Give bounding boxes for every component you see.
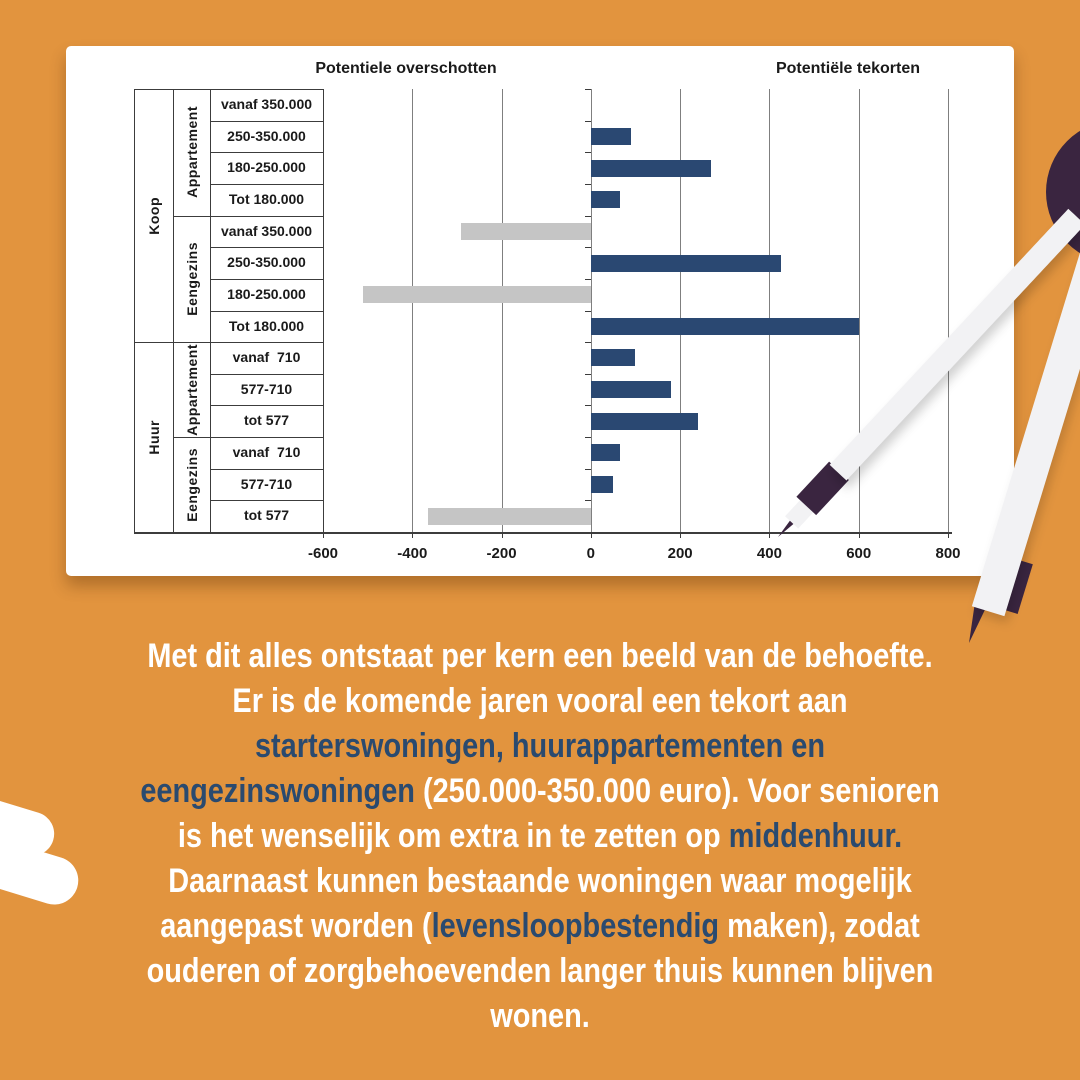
row-label: 180-250.000 bbox=[227, 159, 306, 176]
subgroup-label-appartement bbox=[173, 342, 210, 437]
paragraph-line bbox=[81, 769, 999, 814]
subgroup-label-appartement-text: Appartement bbox=[183, 106, 200, 199]
bar bbox=[591, 318, 859, 335]
paragraph-line bbox=[81, 994, 999, 1039]
row-label: Tot 180.000 bbox=[228, 190, 305, 207]
row-label: 577-710 bbox=[240, 475, 293, 492]
highlighted-text: middenhuur. bbox=[728, 817, 903, 855]
row-label: tot 577 bbox=[243, 412, 290, 429]
gridline-400 bbox=[769, 89, 770, 532]
tick bbox=[585, 247, 591, 248]
summary-paragraph-text bbox=[81, 634, 999, 1039]
row-label: tot 577 bbox=[243, 507, 290, 524]
paragraph-line bbox=[81, 949, 999, 994]
tick bbox=[585, 374, 591, 375]
subgroup-label-eengezins-text: Eengezins bbox=[183, 447, 200, 522]
gridline--200 bbox=[502, 89, 503, 532]
paragraph-line bbox=[81, 679, 999, 724]
bar bbox=[591, 349, 636, 366]
subgroup-label-appartement bbox=[173, 89, 210, 216]
axis-tick-label: 600 bbox=[846, 545, 872, 562]
group-label-huur bbox=[134, 342, 173, 532]
bar bbox=[591, 191, 620, 208]
tick bbox=[585, 405, 591, 406]
axis-tick bbox=[591, 532, 592, 538]
bar bbox=[591, 255, 781, 272]
plot-left-border bbox=[323, 89, 324, 532]
axis-tick bbox=[323, 532, 324, 538]
housing-surplus-shortage-chart bbox=[66, 46, 1014, 576]
gridline-0 bbox=[591, 89, 592, 532]
axis-tick bbox=[680, 532, 681, 538]
bar bbox=[461, 223, 590, 240]
paragraph-text: Er is de komende jaren vooral een tekort aan bbox=[232, 682, 848, 720]
bar bbox=[591, 413, 698, 430]
paragraph-text: Daarnaast kunnen bestaande woningen waar mogelijk bbox=[168, 862, 912, 900]
bar bbox=[363, 286, 591, 303]
paragraph-line bbox=[81, 634, 999, 679]
highlighted-text: eengezinswoningen bbox=[140, 772, 423, 810]
tick bbox=[585, 152, 591, 153]
axis-tick bbox=[769, 532, 770, 538]
axis-tick-label: -200 bbox=[486, 545, 517, 562]
paragraph-text: is het wenselijk om extra in te zetten op bbox=[177, 817, 729, 855]
tick bbox=[585, 311, 591, 312]
paragraph-text: wonen. bbox=[490, 997, 590, 1035]
tick bbox=[585, 89, 591, 90]
chart-card bbox=[66, 46, 1014, 576]
axis-line bbox=[134, 532, 952, 534]
tick bbox=[585, 469, 591, 470]
bar bbox=[591, 160, 712, 177]
tick bbox=[585, 437, 591, 438]
axis-tick-label: 800 bbox=[935, 545, 961, 562]
group-label-huur-text: Huur bbox=[145, 419, 162, 455]
bar bbox=[591, 444, 620, 461]
axis-tick bbox=[502, 532, 503, 538]
axis-tick-label: -400 bbox=[397, 545, 428, 562]
paragraph-line bbox=[81, 904, 999, 949]
tick bbox=[585, 121, 591, 122]
axis-tick-label: -600 bbox=[307, 545, 339, 562]
axis-tick bbox=[948, 532, 949, 538]
gridline-200 bbox=[680, 89, 681, 532]
row-label: vanaf 710 bbox=[232, 444, 301, 461]
axis-tick bbox=[859, 532, 860, 538]
gridline--400 bbox=[412, 89, 413, 532]
axis-tick bbox=[412, 532, 413, 538]
group-label-koop bbox=[134, 89, 173, 342]
tick bbox=[585, 500, 591, 501]
row-label: 250-350.000 bbox=[227, 127, 306, 144]
paragraph-text: ouderen of zorgbehoevenden langer thuis kunnen blijven bbox=[146, 952, 934, 990]
gridline-800 bbox=[948, 89, 949, 532]
subgroup-label-eengezins-text: Eengezins bbox=[183, 241, 200, 316]
row-label: vanaf 350.000 bbox=[220, 222, 313, 239]
subgroup-label-eengezins bbox=[173, 216, 210, 343]
subgroup-label-appartement-text: Appartement bbox=[183, 343, 200, 436]
axis-tick-label: 0 bbox=[586, 545, 596, 562]
bar bbox=[591, 128, 631, 145]
paragraph-text: (250.000-350.000 euro). Voor senioren bbox=[422, 772, 940, 810]
group-label-koop-text: Koop bbox=[145, 196, 162, 235]
row-label: 250-350.000 bbox=[227, 254, 306, 271]
bar bbox=[591, 381, 671, 398]
paragraph-text: aangepast worden ( bbox=[160, 907, 432, 945]
gridline-600 bbox=[859, 89, 860, 532]
row-label: vanaf 710 bbox=[232, 349, 301, 366]
row-label: 180-250.000 bbox=[227, 285, 306, 302]
tick bbox=[585, 216, 591, 217]
paragraph-text: Met dit alles ontstaat per kern een beeld van de behoefte. bbox=[147, 637, 933, 675]
highlighted-text: starterswoningen, huurappartementen en bbox=[254, 727, 826, 765]
bar bbox=[591, 476, 613, 493]
axis-tick-label: 200 bbox=[667, 545, 693, 562]
paragraph-text: maken), zodat bbox=[719, 907, 920, 945]
tick bbox=[585, 279, 591, 280]
axis-tick-label: 400 bbox=[756, 545, 782, 562]
bar bbox=[428, 508, 591, 525]
paragraph-line bbox=[81, 724, 999, 769]
tick bbox=[585, 342, 591, 343]
row-label: Tot 180.000 bbox=[228, 317, 305, 334]
paragraph-line bbox=[81, 859, 999, 904]
paragraph-line bbox=[81, 814, 999, 859]
compass-hinge bbox=[1046, 120, 1080, 264]
tick bbox=[585, 184, 591, 185]
row-label: 577-710 bbox=[240, 380, 293, 397]
subgroup-label-eengezins bbox=[173, 437, 210, 532]
chart-title-right: Potentiële tekorten bbox=[775, 60, 921, 77]
chart-title-left: Potentiele overschotten bbox=[315, 60, 497, 77]
highlighted-text: levensloopbestendig bbox=[431, 907, 720, 945]
row-label: vanaf 350.000 bbox=[220, 96, 313, 112]
summary-paragraph bbox=[0, 634, 1080, 1039]
